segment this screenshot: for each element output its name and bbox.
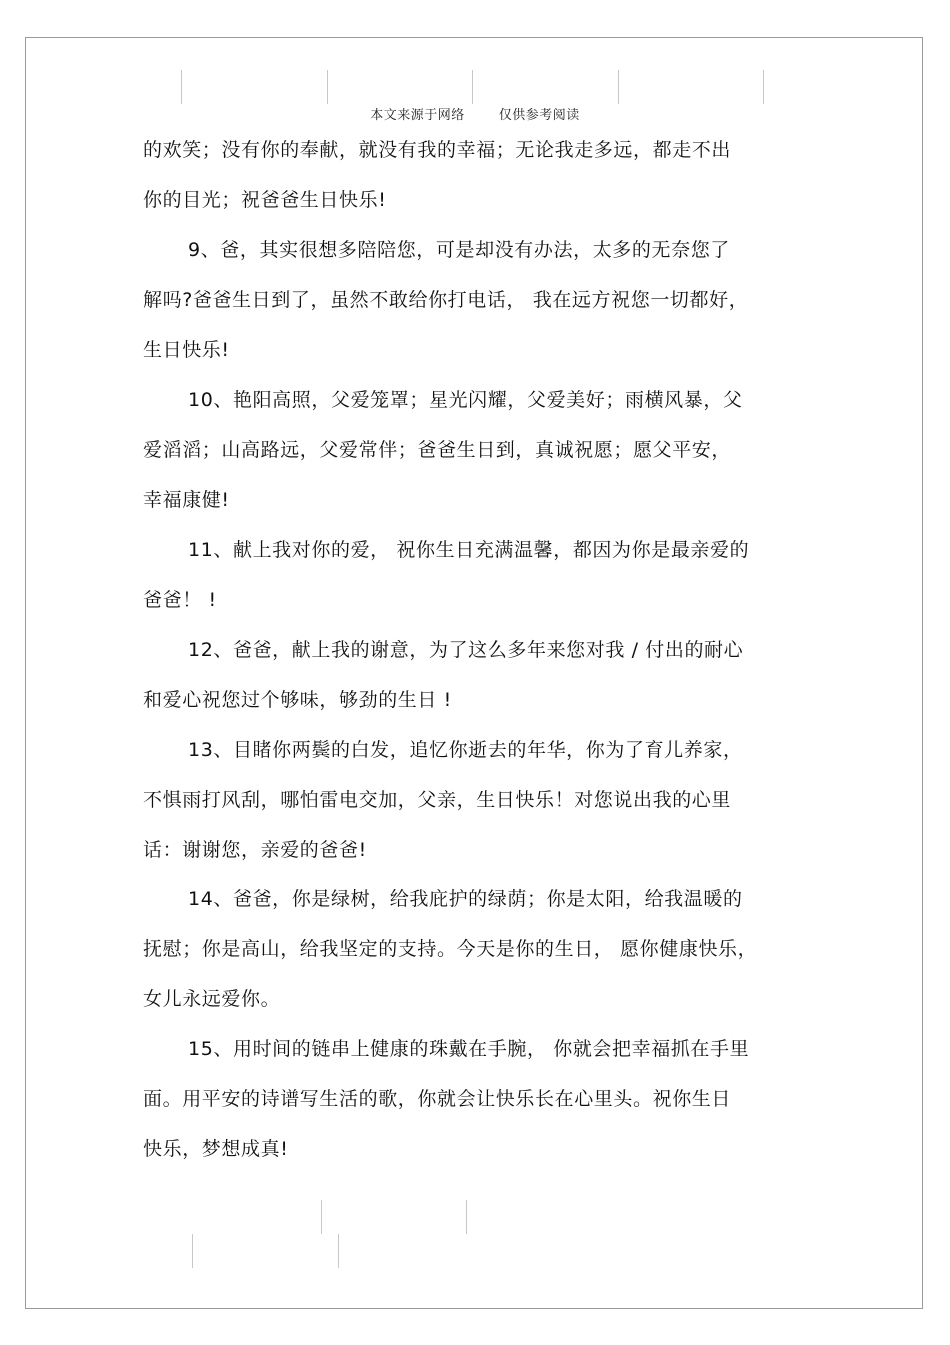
top-tick-5 — [763, 70, 764, 104]
text-line: 爸爸！ ! — [143, 589, 217, 611]
text-line: 你的目光；祝爸爸生日快乐! — [143, 189, 387, 211]
bottom-tick-2 — [466, 1200, 467, 1234]
text-line: 抚慰；你是高山，给我坚定的支持。今天是你的生日， 愿你健康快乐， — [143, 938, 758, 960]
top-tick-3 — [472, 70, 473, 104]
top-tick-1 — [181, 70, 182, 104]
text-line: 9、爸，其实很想多陪陪您，可是却没有办法，太多的无奈您了 — [188, 239, 730, 261]
source-note-part1: 本文来源于网络 — [370, 108, 465, 123]
bottom-tick-4 — [338, 1234, 339, 1268]
bottom-tick-3 — [192, 1234, 193, 1268]
top-tick-2 — [327, 70, 328, 104]
text-line: 10、艳阳高照，父爱笼罩；星光闪耀，父爱美好；雨横风暴，父 — [188, 389, 743, 411]
text-line: 面。用平安的诗谱写生活的歌，你就会让快乐长在心里头。祝你生日 — [143, 1088, 732, 1110]
text-line: 幸福康健! — [143, 489, 230, 511]
text-line: 15、用时间的链串上健康的珠戴在手腕， 你就会把幸福抓在手里 — [188, 1038, 750, 1060]
text-line: 11、献上我对你的爱， 祝你生日充满温馨，都因为你是最亲爱的 — [188, 539, 750, 561]
text-line: 不惧雨打风刮，哪怕雷电交加，父亲，生日快乐！对您说出我的心里 — [143, 789, 732, 811]
text-line: 和爱心祝您过个够味，够劲的生日 ! — [143, 689, 452, 711]
text-line: 14、爸爸，你是绿树，给我庇护的绿荫；你是太阳，给我温暖的 — [188, 888, 743, 910]
text-line: 生日快乐! — [143, 339, 230, 361]
text-line: 快乐，梦想成真! — [143, 1138, 289, 1160]
text-line: 解吗?爸爸生日到了，虽然不敢给你打电话， 我在远方祝您一切都好， — [143, 289, 749, 311]
bottom-tick-1 — [321, 1200, 322, 1234]
source-note-part2: 仅供参考阅读 — [498, 108, 580, 123]
text-line: 的欢笑；没有你的奉献，就没有我的幸福；无论我走多远，都走不出 — [143, 139, 732, 161]
source-note — [0, 104, 950, 123]
page-border — [25, 37, 923, 1309]
text-line: 12、爸爸，献上我的谢意，为了这么多年来您对我 / 付出的耐心 — [188, 639, 744, 661]
text-line: 爱滔滔；山高路远，父爱常伴；爸爸生日到，真诚祝愿；愿父平安， — [143, 439, 732, 461]
text-line: 13、目睹你两鬓的白发，追忆你逝去的年华，你为了育儿养家， — [188, 739, 743, 761]
text-line: 话：谢谢您，亲爱的爸爸! — [143, 839, 367, 861]
text-line: 女儿永远爱你。 — [143, 988, 281, 1010]
top-tick-4 — [618, 70, 619, 104]
